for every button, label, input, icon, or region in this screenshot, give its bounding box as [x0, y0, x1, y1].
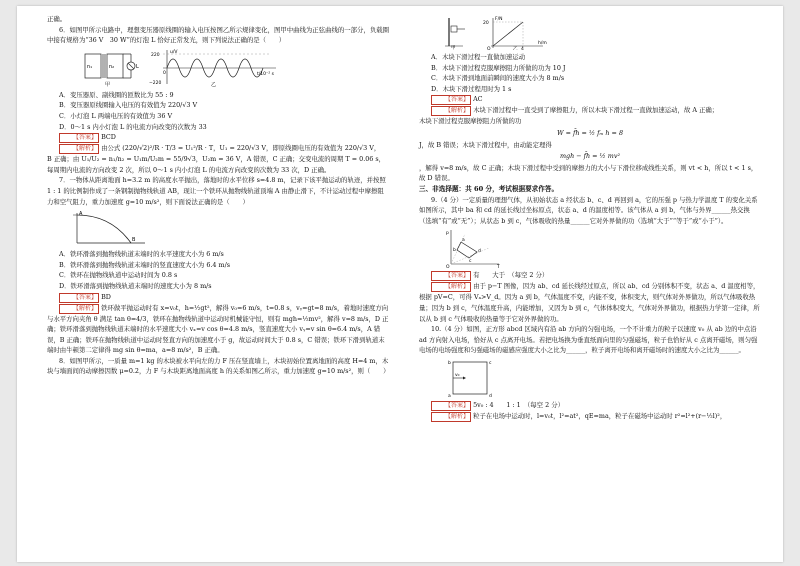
label-yi: 乙	[513, 47, 518, 50]
analysis-tag: 【解析】	[59, 304, 99, 314]
question-9-stem: 9.（4 分）一定质量的理想气体，从初始状态 a 经状态 b、c、d 再回到 a，它的压强 p 与热力学温度 T 的变化关系如图所示，其中 ba 和 cd 的延长线过坐标原点，状态 a、d 的温度相等。该气体从 a 到 b，气体与外界______热交换（选填“有”或“无”）；从状态 b 到 c，气体吸收的热量______它对外界做的功（选填“大于”“等于”或“小于”）。	[419, 195, 758, 225]
q9-answer-line	[419, 270, 761, 281]
question-6-figure	[71, 48, 281, 88]
question-6-stem: 6．如图甲所示电路中，理想变压器原线圈的输入电压按图乙所示规律变化，图甲中曲线为正弦曲线的一部分，负载圈中接有规格为“36 V 30 W”的灯泡 L 恰好正常发光，则下列说法正确的是（ ）	[47, 25, 389, 45]
label-v0: v₀	[455, 372, 460, 378]
q8-analysis-1	[419, 105, 761, 116]
q8-analysis-2: 木块下滑过程克服摩擦阻力所做的功	[419, 117, 522, 126]
right-column	[419, 14, 761, 422]
q6-analysis-1	[47, 143, 389, 154]
q9-analysis-text: 由于 p−T 图像，因为 ab、cd 延长线经过原点，所以 ab、cd 分别体积不变，状态 a、d 温度相等，根据 pV=C，可得 Vₐ>V_d。因为 a 到 b，气体温度不变，内能不变，体积变大，则气体对外界做功，所以气体吸收热量；因为 b 到 c，气体温度升高，内能增加，又因为 b 到 c，气体体积变大，气体对外界做功，根据热力学第一定律，所以从 b 到 c 气体吸收的热量等于它对外界做的功。	[419, 282, 760, 323]
q6-option-b: B．变压器原线圈输入电压的有效值为 220/√3 V	[59, 101, 198, 110]
label-b: b	[448, 360, 451, 366]
label-220: 220	[151, 52, 160, 58]
label-t-axis: t/10⁻² s	[257, 71, 274, 77]
question-8-figure	[443, 16, 553, 50]
label-h-axis: h/m	[538, 41, 547, 46]
q8-analysis-4: ，解得 v=8 m/s，故 C 正确；木块下滑过程中受到的摩擦力的大小与下滑位移成线性关系，则 vt < h，所以 t < 1 s，故 D 错误。	[419, 163, 758, 183]
q8-option-d: D．木块下滑过程用时为 1 s	[431, 84, 512, 93]
q8-analysis-text-1: 木块下滑过程中一直受到了摩擦阻力，所以木块下滑过程一直做加速运动，故 A 正确；	[473, 106, 719, 115]
answer-tag: 【答案】	[431, 271, 471, 281]
label-d: d	[489, 393, 492, 398]
q7-analysis-text: 铁环做平抛运动时有 x=v₀t，h=½gt²，解得 v₀=6 m/s，t=0.8 s，vᵧ=gt=8 m/s，着地时速度方向与水平方向夹角 θ 满足 tan θ=4/3，铁环在抛物线轨道中运动时机械能守恒，则有 mgh=½mv²，解得 v=8 m/s，D 正确；铁环滑落到抛物线轨道末端时的水平速度大小 vₓ=v cos θ=4.8 m/s，竖直速度大小 vᵧ=v sin θ=6.4 m/s，A 错误，B 正确；铁环在抛物线轨道中运动时竖直方向的加速度小于 g，故运动时间大于 0.8 s，C 错误；铁环下滑到轨道末端时由牛顿第二定律得 mg sin θ=ma，a=8 m/s²，B 正确。	[47, 303, 389, 355]
q7-analysis	[47, 303, 389, 356]
document-page	[17, 6, 783, 562]
label-O: O	[446, 265, 450, 269]
q6-analysis-text-1: 由公式 (220/√2)²/R · T/3 = U₁²/R · T，U₁ = 220/√3 V，即原线圈电压的有效值为 220/√3 V，	[101, 144, 381, 153]
answer-tag: 【答案】	[59, 133, 99, 143]
label-F-axis: F/N	[495, 17, 503, 22]
label-T: T	[497, 265, 500, 269]
q6-answer-line	[47, 132, 389, 143]
label-lamp-L: L	[136, 63, 139, 70]
question-10-figure	[443, 358, 503, 398]
q7-option-b: B．铁环滑落到抛物线轨道末端时的竖直速度大小为 6.4 m/s	[59, 260, 231, 269]
label-u-axis: u/V	[170, 49, 178, 55]
q9-answer: 有 大于 （每空 2 分）	[473, 271, 549, 280]
analysis-tag: 【解析】	[431, 412, 471, 422]
q7-answer-line	[47, 292, 389, 303]
question-7-stem: 7．一物体从距离地面 h=3.2 m 的高度水平抛出，落地时的水平位移 s=4.8 m，记录下该平抛运动的轨迹，并按照 1 : 1 的比例制作成了一条钢制抛物线轨道 AB，现让一个铁环从抛物线轨道顶端 A 由静止滑下，不计运动过程中摩擦阻力和空气阻力，重力加速度 g=10 m/s²，则下面说法正确的是（ ）	[47, 176, 386, 206]
q6-answer: BCD	[101, 133, 116, 142]
analysis-tag: 【解析】	[59, 144, 99, 154]
label-4: 4	[521, 47, 524, 50]
q7-answer: BD	[101, 292, 111, 301]
q8-option-b: B．木块下滑过程克服摩擦阻力所做的功为 10 J	[431, 63, 566, 72]
label-b: b	[453, 248, 456, 254]
q10-answer: 5v₀ : 4 1 : 1 （每空 2 分）	[473, 400, 564, 409]
label-n2: n₂	[109, 63, 115, 70]
analysis-tag: 【解析】	[431, 106, 471, 116]
analysis-tag: 【解析】	[431, 282, 471, 292]
q10-analysis	[419, 411, 761, 422]
q8-equation-2: mgh − f̄h = ½ mv²	[559, 152, 621, 161]
q10-analysis-text: 粒子在电场中运动时，l=v₀t，l²=at²，qE=ma，粒子在磁场中运动时 r²=l²+(r−½l)²，	[473, 411, 727, 420]
label-a: a	[448, 393, 451, 398]
label-d: d	[478, 249, 481, 255]
left-column	[47, 14, 389, 377]
q10-answer-line	[419, 400, 761, 411]
answer-tag: 【答案】	[59, 293, 99, 303]
q8-answer: AC	[473, 95, 483, 104]
answer-tag: 【答案】	[431, 401, 471, 411]
q7-option-c: C．铁环在抛物线轨道中运动时间为 0.8 s	[59, 271, 178, 280]
q7-option-d: D．铁环滑落到抛物线轨道末端时的速度大小为 8 m/s	[59, 281, 212, 290]
question-8-stem: 8．如图甲所示，一质量 m=1 kg 的木块被水平向左的力 F 压在竖直墙上，木块初始位置离地面的高度 H=4 m，木块与墙面间的动摩擦因数 μ=0.2，力 F 与木块距离地面高度 h 的关系如图乙所示，重力加速度 g=10 m/s²，则（ ）	[47, 356, 390, 376]
q9-analysis	[419, 281, 761, 324]
section-3-heading: 三、非选择题：共 60 分，考试根据要求作答。	[419, 184, 559, 193]
previous-question-tail: 正确。	[47, 15, 67, 23]
q7-option-a: A．铁环滑落到抛物线轨道末端时的水平速度大小为 6 m/s	[59, 250, 224, 259]
q8-equation-1: W = f̄h = ½ fₘ h = 8	[556, 128, 624, 137]
label-jia: 甲	[451, 46, 456, 50]
q6-option-a: A．变压器原、副线圈的匝数比为 55 : 9	[59, 90, 174, 99]
label-A: A	[79, 211, 83, 218]
q6-option-c: C．小灯泡 L 两端电压的有效值为 36 V	[59, 111, 173, 120]
label-p: p	[446, 231, 449, 237]
label-B: B	[132, 237, 136, 244]
label-jia: 甲	[105, 81, 111, 88]
q8-option-c: C．木块下滑到地面前瞬间的速度大小为 8 m/s	[431, 74, 565, 83]
q6-option-d: D．0～1 s 内小灯泡 L 的电流方向改变的次数为 33	[59, 122, 207, 131]
label-c: c	[489, 360, 492, 366]
label-20: 20	[483, 21, 489, 26]
label-n1: n₁	[87, 63, 93, 70]
question-9-figure	[443, 228, 503, 268]
q8-option-a: A．木块下滑过程一直做加速运动	[431, 53, 526, 61]
label-minus-220: −220	[149, 80, 162, 86]
answer-tag: 【答案】	[431, 95, 471, 105]
label-c: c	[469, 259, 472, 265]
question-10-stem: 10.（4 分）如图，正方形 abcd 区域内有沿 ab 方向的匀强电场，一个不计重力的粒子以速度 v₀ 从 ab 边的中点沿 ad 方向射入电场，恰好从 c 点离开电场。若把电场换为垂直纸面向里的匀强磁场，粒子也恰好从 c 点离开磁场，则匀强电场的电场强度和匀强磁场的磁感应强度大小之比为______，粒子离开电场和离开磁场时的速度大小之比为______。	[419, 325, 758, 355]
label-origin: 0	[163, 70, 166, 76]
label-a: a	[462, 238, 465, 244]
q8-analysis-3: J，故 B 错误；木块下滑过程中，由动能定理得	[419, 140, 552, 149]
label-origin: O	[487, 47, 491, 50]
label-yi: 乙	[211, 81, 217, 88]
question-7-figure	[71, 209, 151, 247]
q8-answer-line	[419, 94, 761, 105]
q6-analysis-2: B 正确；由 U₁/U₂ = n₁/n₂ = U₁m/U₂m = 55/9√3，U₂m = 36 V，A 错误，C 正确；交变电流的周期 T = 0.06 s，每周期内电流的方向改变 2 次，所以 0～1 s 内小灯泡 L 的电流方向改变的次数为 33 次，D 正确。	[47, 155, 386, 174]
